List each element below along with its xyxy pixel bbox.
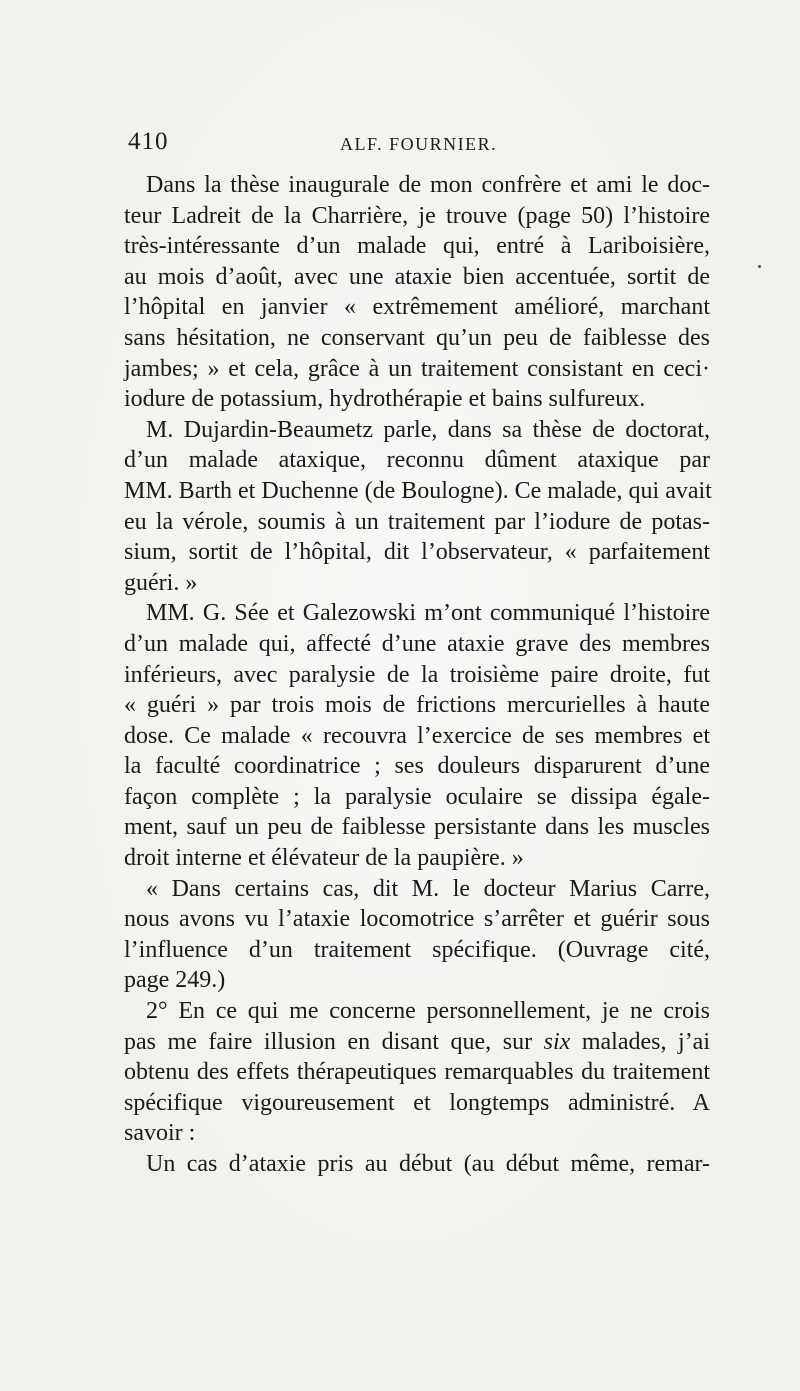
text-line: Un cas d’ataxie pris au début (au début même, remar- [146, 1151, 710, 1177]
text-line: nous avons vu l’ataxie locomotrice s’arrêter et guérir sous [124, 906, 710, 933]
text-line: ment, sauf un peu de faiblesse persistante dans les muscles [124, 814, 710, 841]
text-line: MM. G. Sée et Galezowski m’ont communiqué l’histoire [146, 600, 710, 627]
text-line: façon complète ; la paralysie oculaire se dissipa égale- [124, 783, 710, 810]
text-line: inférieurs, avec paralysie de la troisième paire droite, fut [124, 661, 710, 688]
text-line [124, 1027, 710, 1058]
text-line: droit interne et élévateur de la paupière. » [124, 845, 524, 872]
text-line: teur Ladreit de la Charrière, je trouve (page 50) l’histoire [124, 202, 710, 229]
text-line: eu la vérole, soumis à un traitement par l’iodure de potas- [124, 508, 710, 535]
text-line: sans hésitation, ne conservant qu’un peu de faiblesse des [124, 324, 710, 351]
text-line: iodure de potassium, hydrothérapie et bains sulfureux. [124, 386, 646, 413]
text-line: très-intéressante d’un malade qui, entré à Lariboisière, [124, 233, 710, 260]
text-line: dose. Ce malade « recouvra l’exercice de ses membres et [124, 722, 710, 749]
text-line: MM. Barth et Duchenne (de Boulogne). Ce malade, qui avait [124, 477, 712, 504]
text-line: la faculté coordinatrice ; ses douleurs disparurent d’une [124, 753, 710, 780]
margin-speck [758, 265, 761, 268]
text-line: spécifique vigoureusement et longtemps administré. A [124, 1089, 710, 1116]
text-line: sium, sortit de l’hôpital, dit l’observateur, « parfaitement [124, 539, 710, 566]
emphasis-six: six [543, 1028, 571, 1055]
page-number: 410 [128, 128, 169, 155]
page-header [128, 128, 708, 164]
body-text [124, 170, 710, 1180]
text-line: l’hôpital en janvier « extrêmement amélioré, marchant [124, 294, 710, 321]
text-fragment: pas me faire illusion en disant que, sur [124, 1028, 533, 1055]
text-line: 2° En ce qui me concerne personnellement, je ne crois [146, 998, 710, 1025]
text-line: guéri. » [124, 569, 198, 596]
text-line: « Dans certains cas, dit M. le docteur Marius Carre, [146, 875, 710, 902]
text-line: « guéri » par trois mois de frictions mercurielles à haute [124, 692, 710, 719]
text-line: l’influence d’un traitement spécifique. (Ouvrage cité, [124, 936, 710, 963]
text-fragment: malades, j’ai [581, 1028, 711, 1055]
text-line: savoir : [124, 1120, 196, 1147]
running-head: ALF. FOURNIER. [340, 134, 498, 154]
text-line: page 249.) [124, 967, 226, 994]
text-line: obtenu des effets thérapeutiques remarquables du traitement [124, 1059, 710, 1086]
text-line: M. Dujardin-Beaumetz parle, dans sa thèse de doctorat, [146, 416, 710, 443]
text-line: d’un malade ataxique, reconnu dûment ataxique par [124, 447, 710, 474]
text-line: d’un malade qui, affecté d’une ataxie grave des membres [124, 630, 710, 657]
text-line: jambes; » et cela, grâce à un traitement consistant en ceci· [124, 355, 710, 382]
text-line: au mois d’août, avec une ataxie bien accentuée, sortit de [124, 263, 710, 290]
text-line: Dans la thèse inaugurale de mon confrère et ami le doc- [146, 172, 710, 198]
